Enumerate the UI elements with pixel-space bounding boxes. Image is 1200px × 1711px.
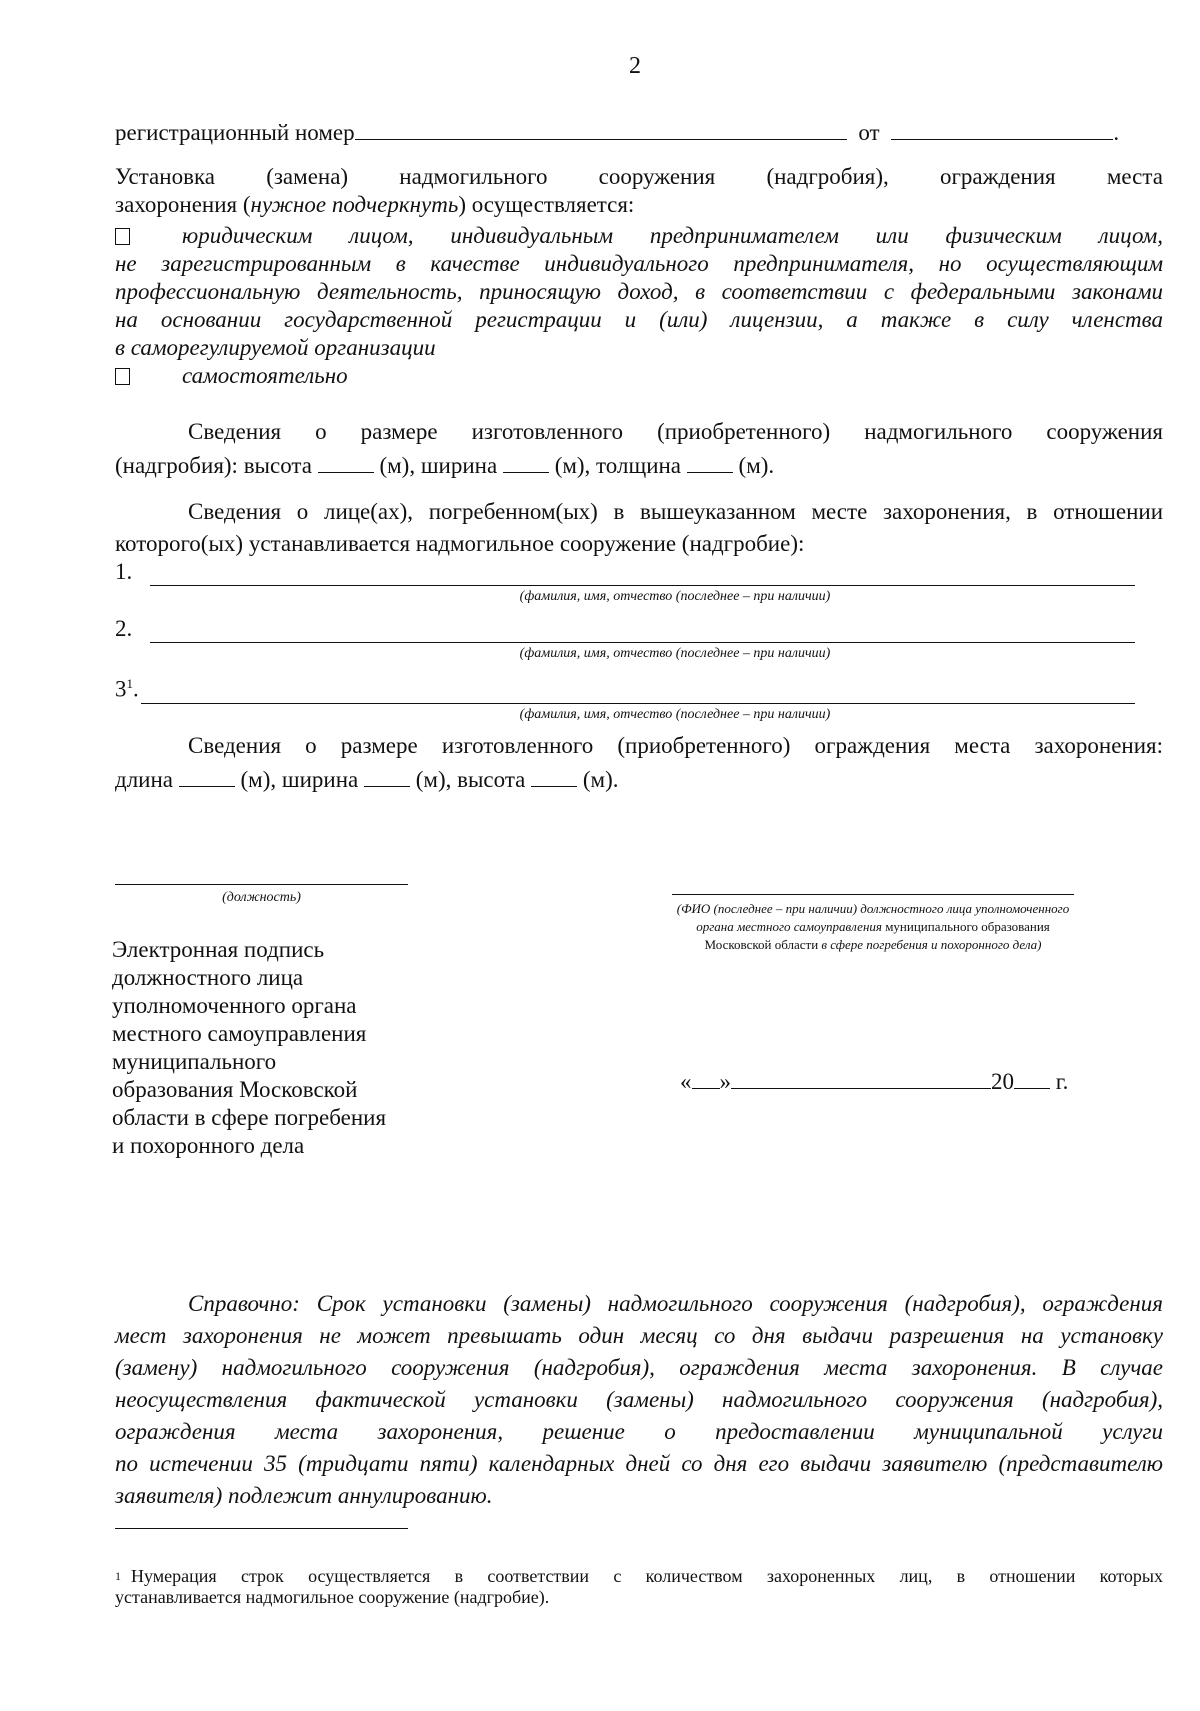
- registration-date-field[interactable]: [891, 117, 1113, 140]
- footnote-text: Нумерация строк осуществляется в соответствии с количеством захороненных лиц, в отношении которых: [131, 1566, 1163, 1586]
- person-caption: (фамилия, имя, отчество (последнее – при наличии): [519, 589, 831, 604]
- footnote-separator: [115, 1528, 408, 1529]
- note-line: по истечении 35 (тридцати пяти) календарных дней со дня его выдачи заявителю (представителю: [115, 1451, 1163, 1476]
- person-number: 1.: [115, 559, 133, 584]
- esign-line: Электронная подпись: [112, 937, 325, 962]
- person-row-1: [115, 558, 1135, 605]
- position-line[interactable]: [115, 884, 408, 885]
- option1-line-4: на основании государственной регистрации и (или) лицензии, а также в силу членства: [115, 307, 1163, 332]
- install-line2-italic: нужное подчеркнуть: [250, 192, 459, 217]
- fence-line-1: Сведения о размере изготовленного (приобретенного) ограждения места захоронения:: [188, 733, 1163, 758]
- person-name-field[interactable]: [141, 683, 1135, 704]
- install-word: места: [1106, 164, 1163, 189]
- date-year-suffix: г.: [1055, 1069, 1069, 1094]
- fence-length-label: длина: [115, 767, 174, 792]
- fio-caption-italic-2: в сфере погребения и похоронного дела): [821, 937, 1042, 952]
- date-quote-open: «: [680, 1069, 692, 1094]
- esign-line: должностного лица: [112, 965, 304, 990]
- tombstone-height-label: (надгробия): высота: [115, 453, 312, 478]
- fio-caption-normal: муниципального образования Московской области: [704, 919, 1050, 952]
- registration-end-dot: .: [1113, 120, 1120, 145]
- option1-line-1: [115, 222, 1163, 250]
- option1-line-5: в саморегулируемой организации: [115, 335, 436, 360]
- person-number-dot: .: [133, 676, 139, 702]
- option2-label: самостоятельно: [182, 363, 348, 388]
- tombstone-unit-end: (м).: [738, 453, 775, 478]
- position-caption: (должность): [222, 890, 301, 905]
- installation-paragraph: [115, 163, 1163, 219]
- date-year-prefix: 20: [991, 1069, 1014, 1094]
- esign-line: уполномоченного органа: [112, 993, 357, 1018]
- note-line: неосуществления фактической установки (замены) надмогильного сооружения (надгробия),: [115, 1387, 1163, 1412]
- page-number: 2: [629, 53, 641, 79]
- install-word: (надгробия),: [766, 164, 889, 189]
- option1-text: юридическим лицом, индивидуальным предпринимателем или физическим лицом,: [182, 223, 1163, 248]
- tombstone-thickness-label: (м), толщина: [554, 453, 682, 478]
- fence-line-2: [115, 764, 1163, 794]
- persons-line-2: которого(ых) устанавливается надмогильное сооружение (надгробие):: [115, 531, 805, 556]
- note-line: мест захоронения не может превышать один месяц со дня выдачи разрешения на установку: [115, 1323, 1163, 1348]
- registration-from-label: от: [858, 120, 880, 145]
- option2-checkbox[interactable]: [115, 368, 130, 385]
- tombstone-width-field[interactable]: [503, 450, 549, 473]
- install-word: ограждения: [939, 164, 1056, 189]
- registration-number-field[interactable]: [355, 117, 847, 140]
- note-line: (замену) надмогильного сооружения (надгробия), ограждения места захоронения. В случае: [115, 1355, 1163, 1380]
- fence-width-label: (м), ширина: [240, 767, 359, 792]
- fio-caption: [672, 900, 1074, 954]
- footnote-ref: 1: [126, 676, 133, 691]
- fence-height-field[interactable]: [531, 764, 577, 787]
- option1-line-3: профессиональную деятельность, приносящую доход, в соответствии с федеральными законами: [115, 279, 1163, 304]
- note-line: Справочно: Срок установки (замены) надмогильного сооружения (надгробия), ограждения: [188, 1291, 1163, 1316]
- person-name-field[interactable]: [150, 622, 1135, 643]
- date-month-field[interactable]: [731, 1066, 991, 1089]
- fence-length-field[interactable]: [179, 764, 235, 787]
- person-number-digit: 3: [115, 676, 127, 702]
- option2-row: [115, 362, 1163, 390]
- footnote: [115, 1566, 1163, 1608]
- option1-checkbox[interactable]: [115, 228, 130, 245]
- option-legal-entity: [115, 222, 1163, 390]
- note-line: заявителя) подлежит аннулированию.: [115, 1483, 493, 1508]
- electronic-signature-block: [112, 936, 432, 1160]
- note-line: ограждения места захоронения, решение о предоставлении муниципальной услуги: [115, 1419, 1163, 1444]
- tombstone-size-paragraph: [115, 418, 1163, 480]
- esign-line: муниципального: [112, 1049, 277, 1074]
- fence-width-field[interactable]: [364, 764, 410, 787]
- esign-line: образования Московской: [112, 1077, 358, 1102]
- person-caption: (фамилия, имя, отчество (последнее – при наличии): [519, 646, 831, 661]
- install-word: надмогильного: [399, 164, 548, 189]
- person-row-3: [115, 670, 1135, 723]
- person-number: [115, 670, 139, 704]
- registration-row: [115, 117, 1155, 147]
- fence-unit-end: (м).: [582, 767, 619, 792]
- person-caption: (фамилия, имя, отчество (последнее – при наличии): [519, 706, 831, 722]
- fence-height-label: (м), высота: [415, 767, 526, 792]
- tombstone-height-field[interactable]: [318, 450, 374, 473]
- tombstone-line-1: Сведения о размере изготовленного (приобретенного) надмогильного сооружения: [188, 419, 1163, 444]
- install-word: сооружения: [598, 164, 716, 189]
- install-word: Установка: [115, 164, 215, 189]
- installation-line-1: [115, 163, 1163, 191]
- esign-line: местного самоуправления: [112, 1021, 367, 1046]
- installation-line-2: [115, 191, 1163, 219]
- person-row-2: [115, 615, 1135, 662]
- footnote-mark: 1: [115, 1569, 121, 1583]
- option1-line-2: не зарегистрированным в качестве индивидуального предпринимателя, но осуществляющим: [115, 251, 1163, 276]
- tombstone-thickness-field[interactable]: [687, 450, 733, 473]
- person-name-field[interactable]: [150, 565, 1135, 586]
- fence-size-paragraph: [115, 732, 1163, 794]
- person-number: 2.: [115, 616, 133, 641]
- esign-line: области в сфере погребения: [112, 1105, 387, 1130]
- date-quote-close: »: [719, 1069, 731, 1094]
- tombstone-width-label: (м), ширина: [379, 453, 498, 478]
- footnote-line-2: устанавливается надмогильное сооружение (надгробие).: [115, 1587, 550, 1607]
- date-day-field[interactable]: [692, 1066, 720, 1089]
- fio-caption-italic: (ФИО (последнее – при наличии) должностного лица уполномоченного органа местного самоуправления: [676, 901, 1070, 934]
- esign-line: и похоронного дела: [112, 1133, 305, 1158]
- persons-paragraph: [115, 498, 1163, 558]
- install-word: (замена): [266, 164, 349, 189]
- persons-line-1: Сведения о лице(ах), погребенном(ых) в вышеуказанном месте захоронения, в отношении: [188, 499, 1163, 524]
- date-year-field[interactable]: [1014, 1066, 1050, 1089]
- install-line2-end: ) осуществляется:: [458, 192, 635, 217]
- fio-line[interactable]: [672, 894, 1074, 895]
- tombstone-line-2: [115, 450, 1163, 480]
- date-row: [680, 1066, 1100, 1096]
- install-line2-start: захоронения (: [115, 192, 251, 217]
- footnote-line-1: [115, 1566, 1163, 1587]
- reference-note: [115, 1288, 1163, 1512]
- registration-label: регистрационный номер: [115, 120, 355, 145]
